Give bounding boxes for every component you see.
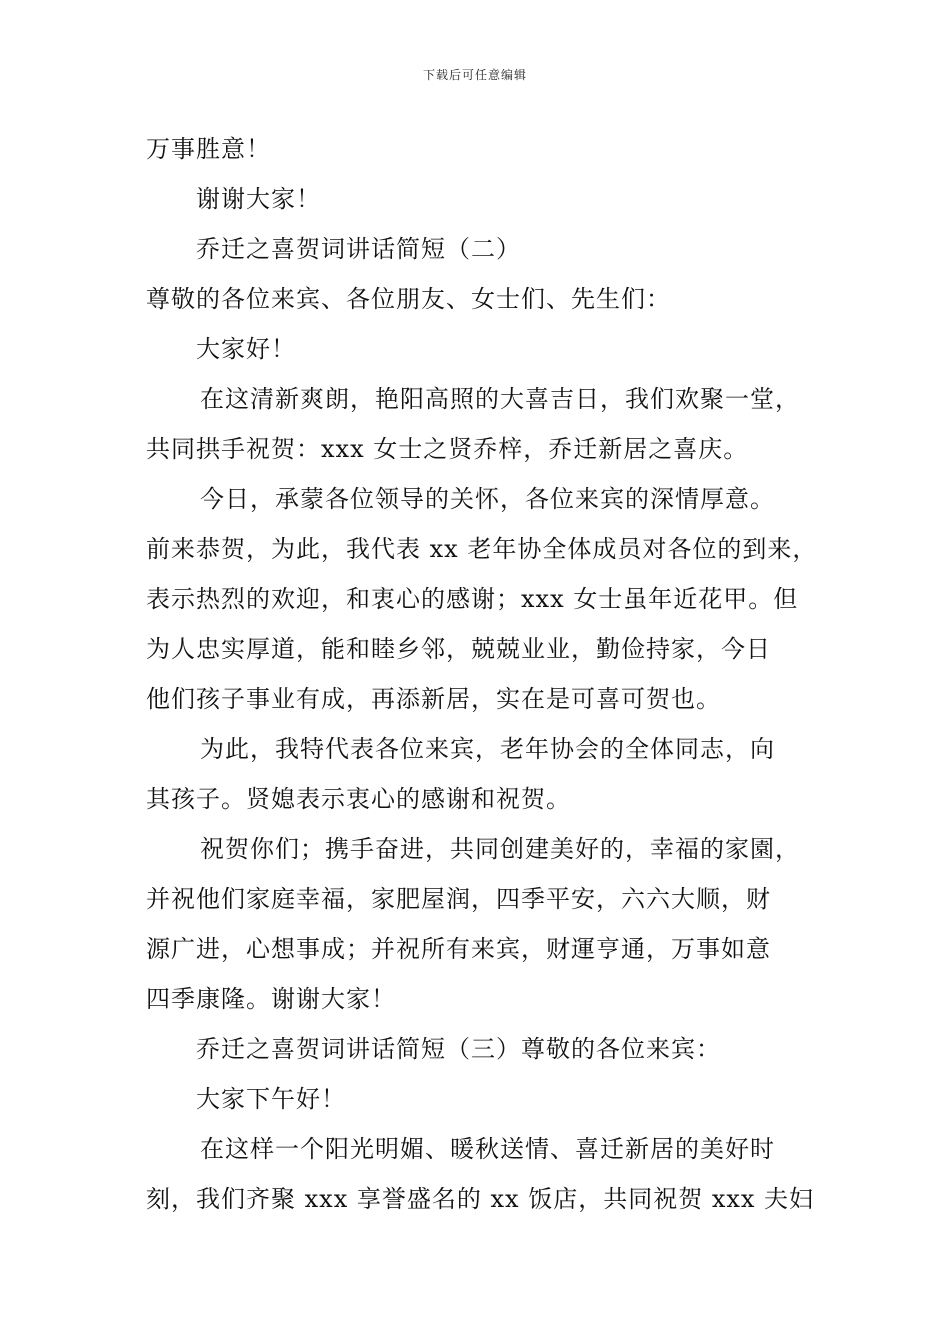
text-line: 为此，我特代表各位来宾，老年协会的全体同志，向 bbox=[200, 735, 775, 763]
text-line: 四季康隆。谢谢大家！ bbox=[146, 985, 396, 1013]
text-line: 大家下午好！ bbox=[196, 1085, 346, 1113]
text-line: 祝贺你们；携手奋进，共同创建美好的，幸福的家園， bbox=[200, 835, 800, 863]
text-line: 并祝他们家庭幸福，家肥屋润，四季平安，六六大顺，财 bbox=[146, 885, 771, 913]
text-line: 大家好！ bbox=[196, 335, 296, 363]
text-line: 为人忠实厚道，能和睦乡邻，兢兢业业，勤俭持家，今日 bbox=[146, 635, 771, 663]
text-line: 在这样一个阳光明媚、暖秋送情、喜迁新居的美好时 bbox=[200, 1135, 775, 1163]
text-line: 源广进，心想事成；并祝所有来宾，财運亨通，万事如意 bbox=[146, 935, 771, 963]
section-heading: 乔迁之喜贺词讲话简短（三）尊敬的各位来宾： bbox=[196, 1035, 721, 1063]
page-header: 下载后可任意编辑 bbox=[422, 68, 527, 82]
text-line: 今日，承蒙各位领导的关怀，各位来宾的深情厚意。 bbox=[200, 485, 775, 513]
text-line: 其孩子。贤媳表示衷心的感谢和祝贺。 bbox=[146, 785, 571, 813]
section-heading: 乔迁之喜贺词讲话简短（二） bbox=[196, 235, 521, 263]
text-line: 尊敬的各位来宾、各位朋友、女士们、先生们： bbox=[146, 285, 671, 313]
text-line: 前来恭贺，为此，我代表 xx 老年协全体成员对各位的到来， bbox=[146, 535, 818, 563]
text-line: 谢谢大家！ bbox=[196, 185, 321, 213]
text-line: 共同拱手祝贺：xxx 女士之贤乔梓，乔迁新居之喜庆。 bbox=[146, 435, 749, 463]
text-line: 万事胜意！ bbox=[146, 135, 271, 163]
text-line: 在这清新爽朗，艳阳高照的大喜吉日，我们欢聚一堂， bbox=[200, 385, 800, 413]
text-line: 刻，我们齐聚 xxx 享誉盛名的 xx 饭店，共同祝贺 xxx 夫妇 bbox=[146, 1185, 815, 1213]
text-line: 表示热烈的欢迎，和衷心的感谢；xxx 女士虽年近花甲。但 bbox=[146, 585, 799, 613]
text-line: 他们孩子事业有成，再添新居，实在是可喜可贺也。 bbox=[146, 685, 721, 713]
